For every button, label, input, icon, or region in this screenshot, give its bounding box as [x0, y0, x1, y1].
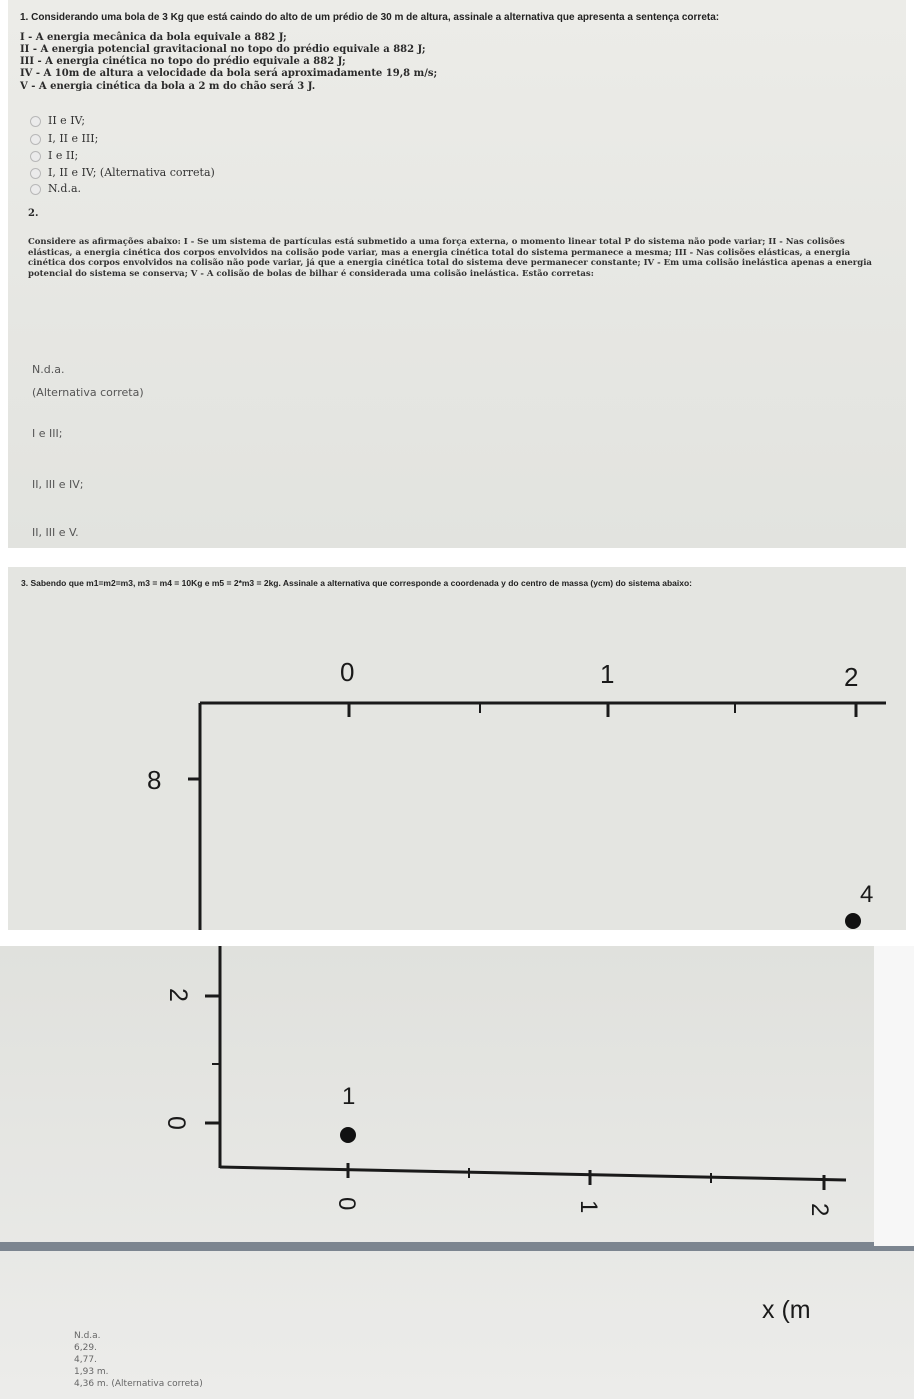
mass-point-1	[340, 1127, 356, 1143]
q1-statement: II - A energia potencial gravitacional no topo do prédio equivale a 882 J;	[20, 44, 426, 55]
top-axis-label: 0	[340, 657, 355, 687]
q1-statement: V - A energia cinética da bola a 2 m do chão será 3 J.	[20, 81, 316, 92]
radio-button[interactable]	[30, 151, 41, 162]
q3-option[interactable]: 6,29.	[74, 1343, 97, 1353]
bottom-axis-label: 1	[575, 1200, 602, 1214]
top-axis-label: 1	[600, 659, 615, 689]
q2-number: 2.	[28, 208, 39, 219]
radio-button[interactable]	[30, 116, 41, 127]
q3-heading: 3. Sabendo que m1=m2=m3, m3 = m4 = 10Kg e m5 = 2*m3 = 2kg. Assinale a alternativa que corresponde a coordenada y do centro de massa (ycm) do sistema abaixo:	[21, 578, 692, 588]
q3-option[interactable]: N.d.a.	[74, 1331, 101, 1341]
q1-option[interactable]: N.d.a.	[30, 182, 81, 195]
question-panel-2	[8, 567, 906, 930]
q1-option[interactable]: II e IV;	[30, 114, 85, 127]
q2-option[interactable]: (Alternativa correta)	[32, 386, 144, 399]
mass-diagram-bottom	[0, 946, 914, 1399]
x-axis-title: x (m	[762, 1296, 811, 1324]
top-axis-label: 2	[844, 662, 859, 692]
x-axis-line	[220, 1167, 846, 1180]
screen-edge	[874, 946, 914, 1246]
q1-option[interactable]: I e II;	[30, 149, 78, 162]
radio-button[interactable]	[30, 184, 41, 195]
point-label: 1	[342, 1083, 356, 1110]
q3-option[interactable]: 4,36 m. (Alternativa correta)	[74, 1379, 203, 1389]
point-label: 4	[860, 881, 874, 908]
y-axis-label: 0	[162, 1116, 190, 1130]
q2-option[interactable]: N.d.a.	[32, 363, 65, 376]
y-axis-label: 2	[164, 988, 192, 1002]
q1-statement: IV - A 10m de altura a velocidade da bola será aproximadamente 19,8 m/s;	[20, 68, 438, 79]
q1-option[interactable]: I, II e IV; (Alternativa correta)	[30, 166, 215, 179]
radio-button[interactable]	[30, 134, 41, 145]
q2-option[interactable]: II, III e IV;	[32, 478, 84, 491]
radio-button[interactable]	[30, 168, 41, 179]
question-panel-1	[8, 0, 906, 548]
q2-text: Considere as afirmações abaixo: I - Se um sistema de partículas está submetido a uma força externa, o momento linear total P do sistema não pode variar; II - Nas colisões elásticas, a energia cinética dos corpos envolvidos na colisão pode variar, mas a energia cinética total do sistema permanece a mesma; III - Nas colisões elásticas, a energia cinética dos corpos envolvidos na colisão não pode variar, já que a energia cinética total do sistema deve permanecer constante; IV - Em uma colisão inelástica apenas a energia potencial do sistema se conserva; V - A colisão de bolas de bilhar é considerada uma colisão inelástica. Estão corretas:	[28, 237, 872, 279]
bottom-axis-label: 2	[806, 1203, 833, 1217]
q1-option[interactable]: I, II e III;	[30, 132, 98, 145]
mass-diagram-top	[8, 567, 906, 930]
question-panel-3	[0, 946, 914, 1399]
q2-option[interactable]: I e III;	[32, 427, 63, 440]
screen-divider-bar	[0, 1242, 914, 1251]
q1-statement: III - A energia cinética no topo do prédio equivale a 882 J;	[20, 56, 346, 67]
q1-heading: 1. Considerando uma bola de 3 Kg que está caindo do alto de um prédio de 30 m de altura, assinale a alternativa que apresenta a sentença correta:	[20, 12, 720, 23]
q2-option[interactable]: II, III e V.	[32, 526, 79, 539]
q3-option[interactable]: 4,77.	[74, 1355, 97, 1365]
q1-statement: I - A energia mecânica da bola equivale a 882 J;	[20, 32, 287, 43]
bottom-axis-label: 0	[333, 1197, 360, 1211]
q3-option[interactable]: 1,93 m.	[74, 1367, 109, 1377]
y-axis-label: 8	[147, 765, 162, 795]
mass-point-4	[845, 913, 861, 929]
